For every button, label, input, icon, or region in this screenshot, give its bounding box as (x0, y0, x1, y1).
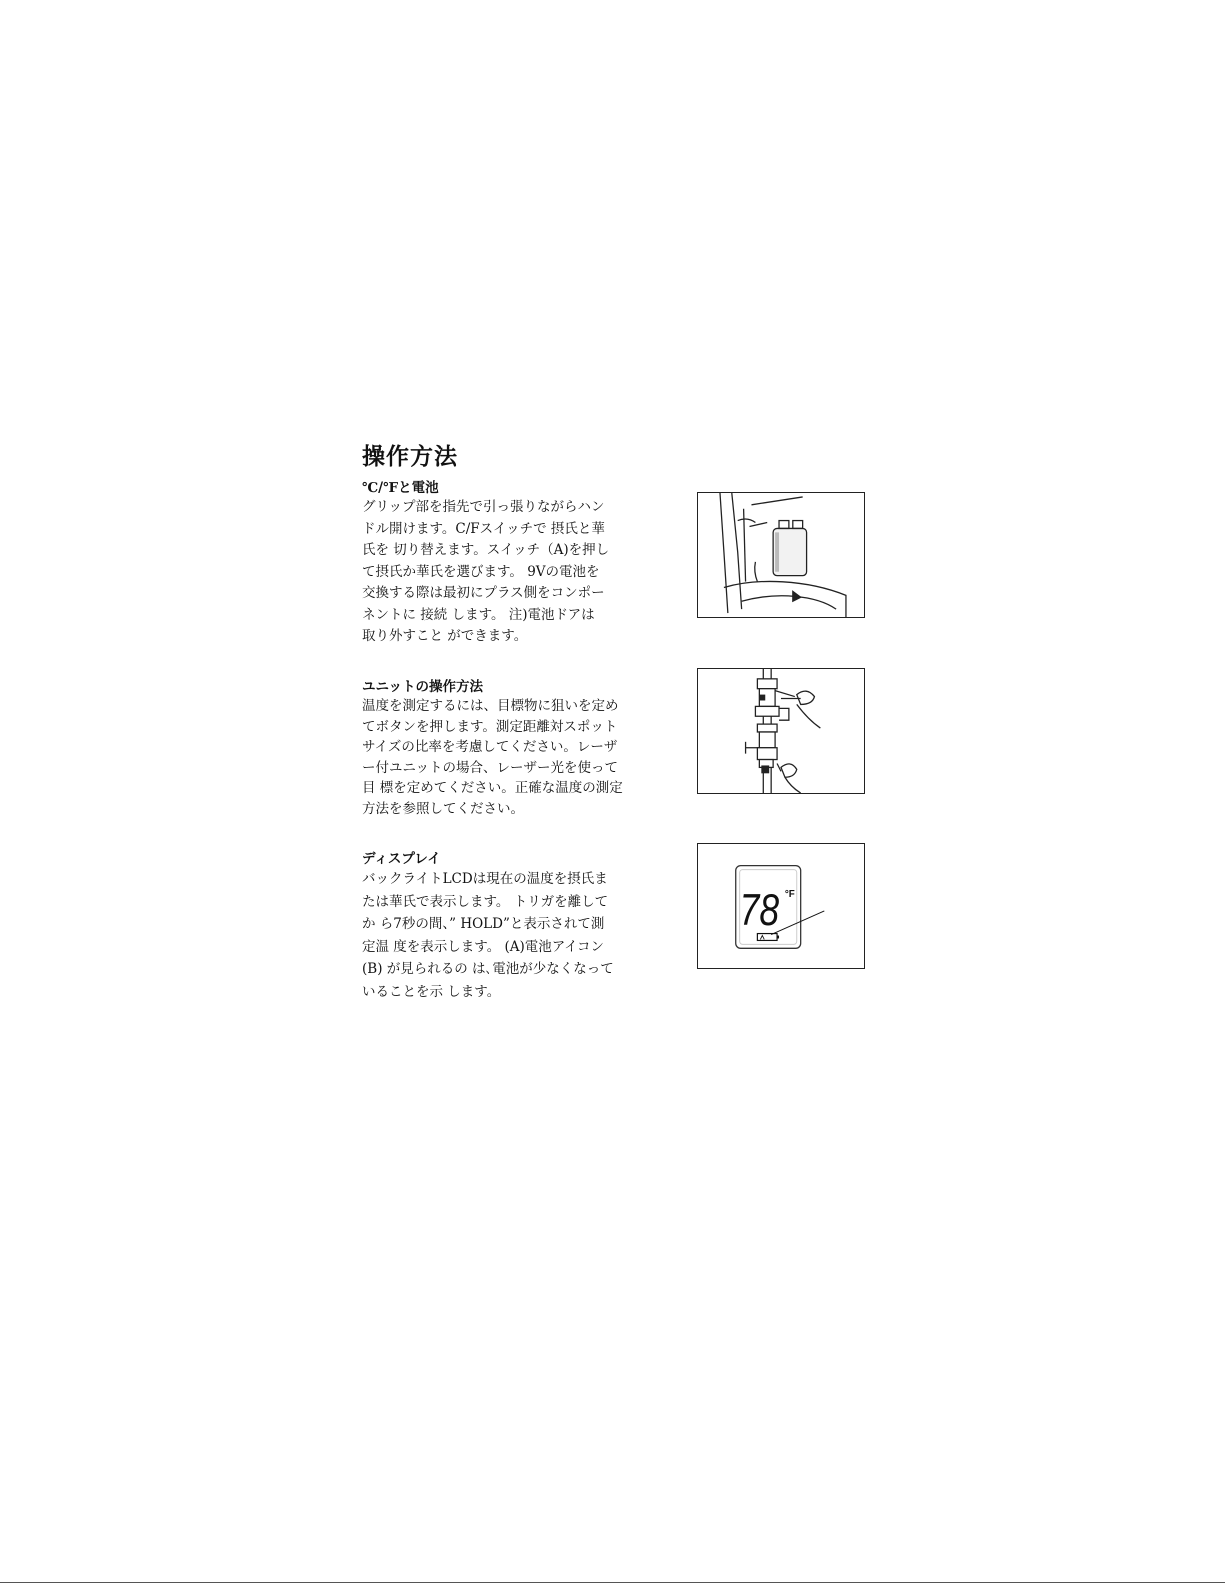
page-bottom-rule (0, 1582, 1225, 1583)
battery-compartment-icon (698, 493, 864, 617)
text-line: 方法を参照してください。 (362, 800, 524, 817)
text-line: 目 標を定めてください。正確な温度の測定 (362, 780, 623, 796)
section-unit-operation (362, 679, 652, 819)
section-units-and-battery (362, 480, 652, 648)
pipe-measurement-figure (697, 668, 865, 794)
section-heading: ℃/℉と電池 (362, 480, 439, 496)
section-heading: ユニットの操作方法 (362, 679, 483, 695)
text-line: か ら7秒の間、” HOLD”と表示されて測 (362, 916, 605, 932)
text-line: 温度を測定するには、目標物に狙いを定め (362, 698, 619, 714)
text-line: 氏を 切り替えます。スイッチ（A)を押し (362, 542, 610, 558)
text-line: たは華氏で表示します。 トリガを離して (362, 893, 609, 910)
section-display (362, 851, 652, 1003)
text-line: ー付ユニットの場合、レーザー光を使って (362, 759, 618, 776)
temperature-reading: 78 (739, 886, 780, 936)
text-line: ネントに 接続 します。 注)電池ドアは (362, 606, 595, 623)
lcd-display-icon (698, 844, 864, 968)
text-line: いることを示 します。 (362, 983, 501, 1000)
text-line: てボタンを押します。測定距離対スポット (362, 718, 618, 735)
text-line: サイズの比率を考慮してください。レーザ (362, 739, 618, 755)
pipe-measurement-icon (698, 669, 864, 793)
text-line: バックライトLCDは現在の温度を摂氏ま (362, 871, 608, 887)
text-line: グリップ部を指先で引っ張りながらハン (362, 499, 605, 515)
temperature-unit: °F (784, 889, 795, 901)
lcd-display-figure (697, 843, 865, 969)
text-line: (B) が見られるの は､電池が少なくなって (362, 961, 614, 977)
text-line: 取り外すこと ができます。 (362, 628, 528, 644)
section-heading: ディスプレイ (362, 851, 441, 867)
page-title: 操作方法 (362, 443, 458, 470)
text-line: て摂氏か華氏を選びます。 9Vの電池を (362, 563, 600, 580)
text-line: 定温 度を表示します。 (A)電池アイコン (362, 938, 605, 955)
text-line: 交換する際は最初にプラス側をコンポー (362, 585, 605, 601)
text-line: ドル開けます。C/Fスイッチで 摂氏と華 (362, 520, 605, 537)
battery-compartment-figure (697, 492, 865, 618)
